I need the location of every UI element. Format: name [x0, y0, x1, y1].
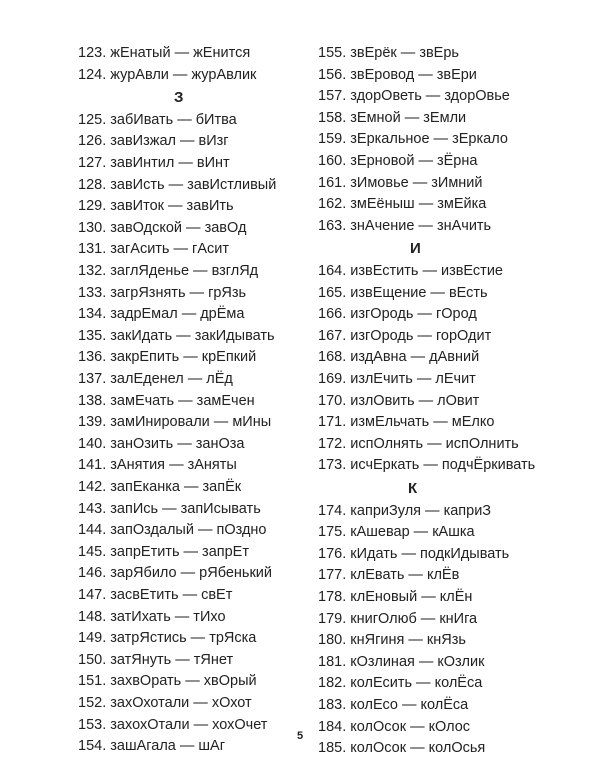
- entry-text: завИнтил — вИнт: [110, 155, 230, 171]
- list-item: [318, 610, 477, 628]
- entry-number: 123.: [78, 45, 107, 61]
- entry-number: 178.: [318, 589, 347, 605]
- list-item: [78, 262, 258, 280]
- list-item: [78, 370, 233, 388]
- entry-number: 153.: [78, 716, 107, 733]
- entry-text: здорОветь — здорОвье: [350, 88, 510, 105]
- entry-text: извЕстить — извЕстие: [350, 263, 503, 279]
- entry-text: задрЕмал — дрЁма: [110, 306, 245, 323]
- entry-number: 168.: [318, 349, 347, 366]
- entry-text: звЕровод — звЕри: [350, 66, 477, 83]
- entry-text: захОхотали — хОхот: [110, 695, 252, 711]
- entry-text: кнЯгиня — кнЯзь: [350, 632, 466, 649]
- entry-text: запИсь — запИсывать: [110, 500, 261, 517]
- entry-text: книгОлюб — кнИга: [350, 610, 478, 627]
- list-item: [78, 66, 256, 84]
- entry-text: изгОродь — горОдит: [350, 327, 492, 344]
- list-item: [318, 523, 475, 541]
- entry-text: затЯнуть — тЯнет: [110, 651, 234, 668]
- list-item: [78, 348, 256, 366]
- entry-text: каприЗуля — каприЗ: [350, 502, 492, 519]
- entry-text: зашАгала — шАг: [110, 738, 225, 755]
- list-item: [318, 348, 479, 366]
- entry-text: жЕнатый — жЕнится: [110, 45, 251, 61]
- list-item: [78, 543, 249, 561]
- list-item: [318, 130, 508, 148]
- entry-number: 135.: [78, 327, 107, 344]
- entry-number: 131.: [78, 241, 107, 258]
- list-item: [78, 672, 257, 690]
- entry-text: измЕльчать — мЕлко: [350, 414, 495, 431]
- list-item: [78, 694, 252, 712]
- page-number: 5: [296, 730, 304, 742]
- list-item: [318, 696, 468, 714]
- entry-text: залЕденел — лЁд: [110, 371, 233, 387]
- list-item: [78, 392, 255, 410]
- entry-number: 185.: [318, 740, 347, 757]
- entry-number: 179.: [318, 610, 347, 627]
- entry-text: замИнировали — мИны: [110, 414, 272, 431]
- entry-number: 166.: [318, 306, 347, 323]
- entry-text: загрЯзнять — грЯзь: [110, 284, 247, 301]
- list-item: [318, 653, 484, 671]
- entry-text: зЕркальное — зЕркало: [350, 131, 508, 148]
- entry-number: 149.: [78, 630, 107, 647]
- list-item: [318, 674, 482, 692]
- list-item: [78, 305, 244, 323]
- list-item: [318, 152, 477, 170]
- entry-text: засвЕтить — свЕт: [110, 587, 233, 603]
- entry-number: 182.: [318, 675, 347, 692]
- entry-number: 161.: [318, 174, 347, 191]
- entry-number: 163.: [318, 217, 347, 234]
- list-item: [318, 262, 503, 280]
- list-item: [318, 44, 459, 62]
- entry-number: 142.: [78, 479, 107, 495]
- entry-number: 183.: [318, 697, 347, 713]
- list-item: [78, 478, 241, 496]
- entry-number: 150.: [78, 651, 107, 668]
- entry-text: захохОтали — хохОчет: [110, 716, 268, 733]
- entry-text: кОзлиная — кОзлик: [350, 653, 485, 670]
- entry-text: закрЕпить — крЕпкий: [110, 349, 257, 366]
- entry-text: зЕмной — зЕмли: [350, 109, 467, 126]
- entry-number: 173.: [318, 457, 347, 474]
- list-item: [78, 327, 275, 345]
- entry-text: запрЕтить — запрЕт: [110, 543, 249, 560]
- entry-text: журАвли — журАвлик: [110, 66, 257, 83]
- entry-number: 127.: [78, 155, 107, 171]
- entry-text: кАшевар — кАшка: [350, 524, 475, 541]
- entry-number: 126.: [78, 133, 107, 150]
- list-item: [78, 197, 234, 215]
- entry-text: затИхать — тИхо: [110, 608, 226, 625]
- entry-number: 175.: [318, 524, 347, 541]
- entry-number: 124.: [78, 66, 107, 83]
- list-item: [318, 392, 479, 410]
- entry-text: клЕвать — клЁв: [350, 567, 460, 584]
- entry-text: испОлнять — испОлнить: [350, 435, 519, 452]
- entry-number: 174.: [318, 502, 347, 519]
- entry-number: 147.: [78, 587, 107, 603]
- entry-number: 154.: [78, 738, 107, 755]
- entry-number: 151.: [78, 673, 107, 690]
- entry-text: завОдской — завОд: [110, 219, 247, 236]
- entry-text: колОсок — колОсья: [350, 740, 486, 757]
- list-item: [318, 305, 477, 323]
- list-item: [318, 435, 519, 453]
- entry-text: зЕрновой — зЁрна: [350, 153, 478, 169]
- entry-number: 148.: [78, 608, 107, 625]
- list-item: [318, 109, 466, 127]
- entry-number: 125.: [78, 111, 107, 128]
- list-item: [318, 566, 459, 584]
- entry-number: 145.: [78, 543, 107, 560]
- entry-number: 136.: [78, 349, 107, 366]
- list-item: [78, 521, 267, 539]
- entry-number: 128.: [78, 176, 107, 193]
- entry-text: завИток — завИть: [110, 198, 234, 215]
- list-item: [318, 631, 466, 649]
- list-item: [78, 586, 232, 604]
- entry-number: 180.: [318, 632, 347, 649]
- entry-text: змЕёныш — змЕйка: [350, 196, 487, 213]
- entry-number: 143.: [78, 500, 107, 517]
- list-item: [318, 545, 509, 563]
- entry-text: излОвить — лОвит: [350, 392, 480, 409]
- entry-text: занОзить — занОза: [110, 435, 245, 452]
- list-item: [78, 154, 230, 172]
- entry-number: 157.: [318, 88, 347, 105]
- section-heading-i: И: [410, 240, 421, 258]
- list-item: [78, 132, 229, 150]
- entry-text: зАнятия — зАняты: [110, 457, 237, 474]
- list-item: [318, 195, 486, 213]
- entry-number: 134.: [78, 306, 107, 323]
- entry-text: запОздалый — пОздно: [110, 522, 267, 539]
- entry-text: заглЯденье — взглЯд: [110, 263, 259, 279]
- list-item: [78, 284, 246, 302]
- entry-number: 159.: [318, 131, 347, 148]
- list-item: [78, 608, 226, 626]
- entry-number: 139.: [78, 414, 107, 431]
- entry-number: 137.: [78, 371, 107, 387]
- list-item: [78, 44, 250, 62]
- list-item: [78, 219, 246, 237]
- list-item: [78, 240, 229, 258]
- entry-text: закИдать — закИдывать: [110, 327, 275, 344]
- entry-text: захвОрать — хвОрый: [110, 673, 257, 690]
- list-item: [78, 500, 261, 518]
- entry-number: 184.: [318, 718, 347, 735]
- entry-text: завИсть — завИстливый: [110, 176, 277, 193]
- list-item: [318, 284, 488, 302]
- list-item: [318, 87, 510, 105]
- entry-text: замЕчать — замЕчен: [110, 392, 255, 409]
- entry-text: запЕканка — запЁк: [110, 479, 242, 495]
- entry-number: 177.: [318, 567, 347, 584]
- list-item: [78, 456, 237, 474]
- entry-number: 160.: [318, 153, 347, 169]
- list-item: [78, 176, 276, 194]
- list-item: [78, 651, 233, 669]
- entry-number: 181.: [318, 653, 347, 670]
- section-heading-z: З: [174, 89, 184, 107]
- entry-number: 144.: [78, 522, 107, 539]
- list-item: [318, 502, 491, 520]
- entry-number: 170.: [318, 392, 347, 409]
- entry-number: 167.: [318, 327, 347, 344]
- entry-number: 132.: [78, 263, 107, 279]
- entry-number: 141.: [78, 457, 107, 474]
- entry-text: забИвать — бИтва: [110, 111, 237, 128]
- entry-text: завИзжал — вИзг: [110, 133, 229, 150]
- entry-number: 169.: [318, 371, 347, 387]
- entry-text: звЕрёк — звЕрь: [350, 45, 459, 61]
- entry-text: знАчение — знАчить: [350, 217, 492, 234]
- entry-text: издАвна — дАвний: [350, 349, 480, 366]
- entry-text: излЕчить — лЕчит: [350, 371, 476, 387]
- entry-number: 138.: [78, 392, 107, 409]
- list-item: [78, 564, 272, 582]
- entry-text: извЕщение — вЕсть: [350, 284, 488, 301]
- entry-number: 164.: [318, 263, 347, 279]
- list-item: [78, 629, 256, 647]
- section-heading-k: К: [408, 480, 418, 497]
- list-item: [318, 217, 491, 235]
- list-item: [318, 327, 491, 345]
- list-item: [318, 174, 483, 192]
- entry-text: колЕсо — колЁса: [350, 697, 469, 713]
- list-item: [78, 111, 237, 129]
- entry-number: 152.: [78, 695, 107, 711]
- entry-number: 129.: [78, 198, 107, 215]
- entry-text: клЕновый — клЁн: [350, 589, 473, 605]
- entry-number: 172.: [318, 435, 347, 452]
- entry-number: 140.: [78, 435, 107, 452]
- entry-text: зарЯбило — рЯбенький: [110, 565, 273, 582]
- list-item: [78, 435, 244, 453]
- list-item: [318, 456, 535, 474]
- entry-text: исчЕркать — подчЁркивать: [350, 457, 536, 474]
- list-item: [318, 370, 476, 388]
- list-item: [318, 588, 472, 606]
- entry-number: 176.: [318, 545, 347, 562]
- entry-text: кИдать — подкИдывать: [350, 545, 510, 562]
- entry-number: 133.: [78, 284, 107, 301]
- entry-number: 158.: [318, 109, 347, 126]
- list-item: [318, 66, 477, 84]
- entry-number: 165.: [318, 284, 347, 301]
- entry-number: 146.: [78, 565, 107, 582]
- entry-number: 155.: [318, 45, 347, 61]
- entry-number: 162.: [318, 196, 347, 213]
- entry-text: колЕсить — колЁса: [350, 675, 483, 692]
- entry-text: загАсить — гАсит: [110, 241, 229, 258]
- entry-number: 171.: [318, 414, 347, 431]
- list-item: [318, 413, 494, 431]
- list-item: [78, 413, 271, 431]
- entry-text: изгОродь — гОрод: [350, 306, 477, 323]
- entry-text: зИмовье — зИмний: [350, 174, 483, 191]
- entry-number: 156.: [318, 66, 347, 83]
- entry-text: затрЯстись — трЯска: [110, 630, 257, 647]
- entry-text: колОсок — кОлос: [350, 718, 471, 735]
- entry-number: 130.: [78, 219, 107, 236]
